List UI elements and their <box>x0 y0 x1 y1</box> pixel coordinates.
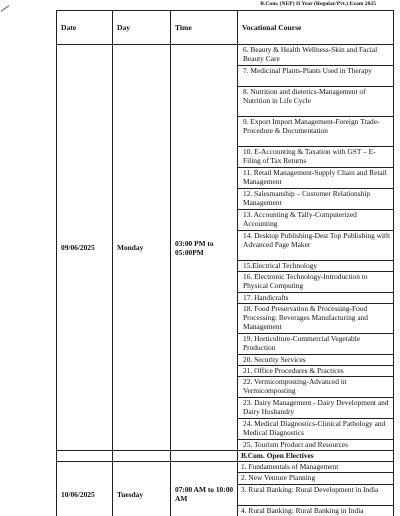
date-cell: 09/06/2025 <box>57 45 113 451</box>
table-row <box>57 462 394 473</box>
course-cell: 8. Nutrition and dietetics-Management of Nutrition in Life Cycle <box>238 87 394 117</box>
schedule-body <box>57 45 394 516</box>
scan-mark <box>1 5 10 12</box>
section-heading: B.Com. Open Electives <box>238 451 394 462</box>
course-cell: 4. Rural Banking: Rural Banking in India <box>238 506 394 516</box>
time-cell: 03:00 PM to 05:00PM <box>171 45 238 451</box>
course-cell: 9. Export Import Management-Foreign Trade-Procedure & Documentation <box>238 117 394 147</box>
course-cell: 10. E-Accounting & Taxation with GST – E-Filing of Tax Returns <box>238 147 394 168</box>
table-header-row <box>57 11 394 45</box>
exam-schedule-table <box>56 10 394 516</box>
course-cell: 13. Accounting & Tally-Computerized Accounting <box>238 210 394 231</box>
table-row <box>57 45 394 66</box>
course-cell: 20. Security Services <box>238 355 394 366</box>
course-cell: 3. Rural Banking: Rural Development in India <box>238 485 394 506</box>
course-cell: 23. Dairy Management - Dairy Development and Dairy Husbandry <box>238 398 394 419</box>
course-cell: 17. Handicrafts <box>238 293 394 304</box>
column-header-course: Vocational Course <box>238 11 394 45</box>
course-cell: 25. Tourism Product and Resources <box>238 440 394 451</box>
program-title: B.Com. (NEP) II Year (Regular/Pvt.) Exam 2025 <box>260 1 376 7</box>
date-cell: 10/06/2025 <box>57 462 113 516</box>
course-cell: 2. New Venture Planning <box>238 473 394 485</box>
time-cell: 07:00 AM to 10:00 AM <box>171 462 238 516</box>
empty-cell <box>57 451 113 462</box>
day-cell: Tuesday <box>113 462 171 516</box>
course-cell: 18. Food Preservation & Processing-Food Processing: Beverages Manufacturing and Management <box>238 304 394 334</box>
empty-cell <box>171 451 238 462</box>
course-cell: 11. Retail Management-Supply Chain and Retail Management <box>238 168 394 189</box>
course-cell: 16. Electronic Technology-Introduction to Physical Computing <box>238 272 394 293</box>
course-cell: 14. Desktop Publishing-Dest Top Publishing with Advanced Page Maker <box>238 231 394 261</box>
course-cell: 7. Medicinal Plants-Plants Used in Therapy <box>238 66 394 87</box>
empty-cell <box>113 451 171 462</box>
column-header-date: Date <box>57 11 113 45</box>
course-cell: 6. Beauty & Health Wellness-Skin and Facial Beauty Care <box>238 45 394 66</box>
course-cell: 22. Vermicomposting-Advanced in Vermicomposting <box>238 377 394 398</box>
course-cell: 12. Salesmanship – Customer Relationship Management <box>238 189 394 210</box>
course-cell: 15.Electrical Technology <box>238 261 394 272</box>
course-cell: 1. Fundamentals of Management <box>238 462 394 473</box>
course-cell: 24. Medical Diagnostics-Clinical Pathology and Medical Diagnostics <box>238 419 394 440</box>
section-heading-row <box>57 451 394 462</box>
course-cell: 21. Office Procedures & Practices <box>238 366 394 377</box>
column-header-day: Day <box>113 11 171 45</box>
day-cell: Monday <box>113 45 171 451</box>
course-cell: 19. Horticulture-Commercial Vegetable Production <box>238 334 394 355</box>
page-header <box>257 1 376 7</box>
column-header-time: Time <box>171 11 238 45</box>
